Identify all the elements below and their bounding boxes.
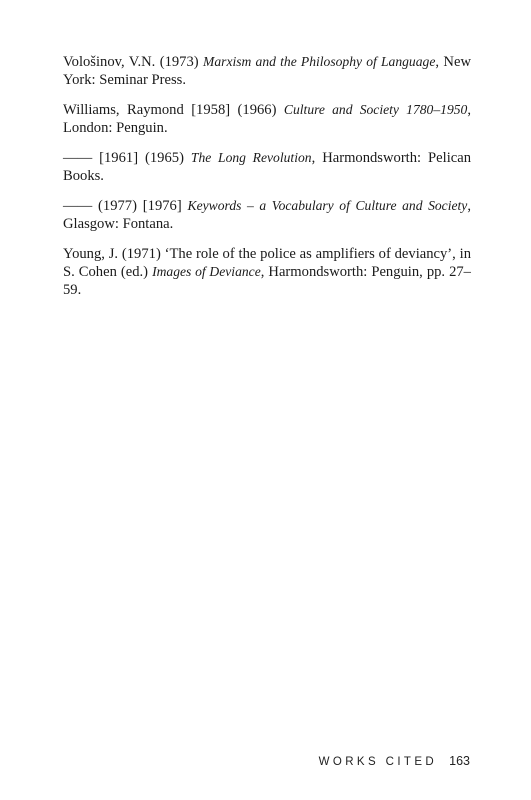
reference-author-year: Vološinov, V.N. (1973) [63, 54, 204, 70]
reference-publisher: , Harmondsworth: Penguin, pp. 27–59. [63, 264, 471, 298]
page-number: 163 [449, 754, 470, 768]
reference-title: Keywords – a Vocabulary of Culture and Society [187, 198, 468, 213]
reference-title: Images of Deviance [152, 264, 261, 279]
reference-publisher: , Harmondsworth: Pelican Books. [63, 150, 472, 184]
reference-author-year: Young, J. (1971) ‘The role of the police as amplifiers of deviancy’, in S. Cohen (ed.) [63, 246, 471, 280]
reference-publisher: , London: Penguin. [63, 102, 471, 136]
reference-title: The Long Revolution [190, 150, 312, 165]
reference-entry [63, 197, 471, 233]
reference-title: Marxism and the Philosophy of Language [203, 54, 436, 69]
reference-publisher: , Glasgow: Fontana. [63, 198, 471, 232]
reference-author-year: —— (1977) [1976] [63, 198, 188, 214]
reference-title: Culture and Society 1780–1950 [283, 102, 468, 117]
reference-author-year: Williams, Raymond [1958] (1966) [63, 102, 284, 118]
page-footer [0, 754, 470, 768]
reference-entry [63, 149, 471, 185]
reference-entry [63, 53, 471, 89]
bibliography [63, 53, 471, 311]
reference-entry [63, 101, 471, 137]
running-head: WORKS CITED [318, 756, 438, 768]
reference-author-year: —— [1961] (1965) [63, 150, 191, 166]
reference-entry [63, 245, 471, 299]
reference-publisher: , New York: Seminar Press. [63, 54, 471, 88]
